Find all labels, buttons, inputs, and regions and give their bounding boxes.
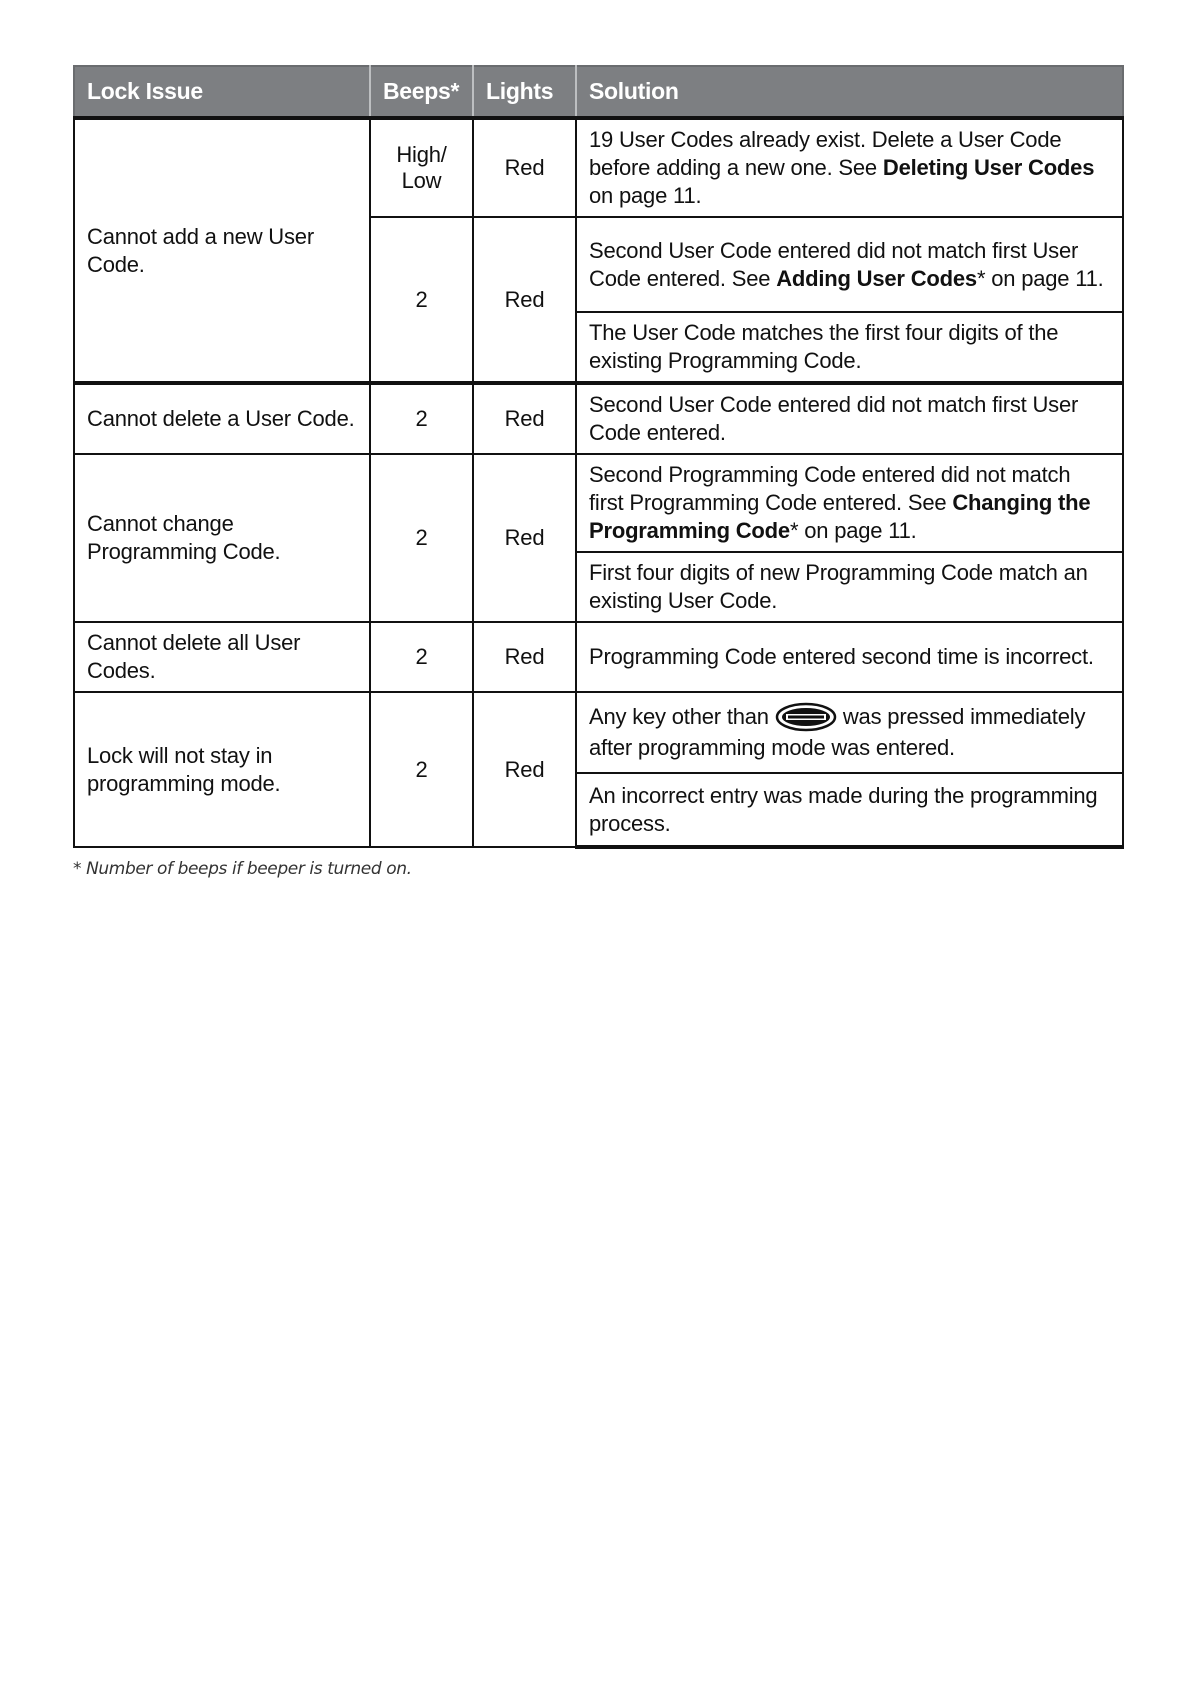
beeps-cell: 2 xyxy=(370,383,473,454)
solution-text: 19 User Codes already exist. Delete a User Code before adding a new one. See xyxy=(589,127,1062,180)
solution-text: Second Programming Code entered did not match first Programming Code entered. See xyxy=(589,462,1071,515)
beeps-cell: 2 xyxy=(370,622,473,692)
beeps-cell: 2 xyxy=(370,454,473,622)
table-header-row xyxy=(74,66,1123,118)
solution-cell xyxy=(576,552,1123,622)
solution-text: on page 11. xyxy=(589,183,702,208)
header-lights: Lights xyxy=(473,66,576,118)
lights-cell: Red xyxy=(473,692,576,847)
issue-cell: Cannot add a new User Code. xyxy=(74,118,370,383)
solution-text: Second User Code entered did not match first User Code entered. xyxy=(589,392,1079,445)
table-row xyxy=(74,622,1123,692)
solution-cell xyxy=(576,692,1123,773)
solution-cell xyxy=(576,118,1123,217)
solution-cell xyxy=(576,217,1123,312)
solution-bold-ref: Deleting User Codes xyxy=(882,155,1095,180)
beeps-cell: High/ Low xyxy=(370,118,473,217)
table-row xyxy=(74,454,1123,552)
footnote: * Number of beeps if beeper is turned on. xyxy=(73,859,412,879)
solution-cell xyxy=(576,454,1123,552)
lights-cell: Red xyxy=(473,217,576,383)
issue-cell: Cannot delete a User Code. xyxy=(74,383,370,454)
beeps-cell: 2 xyxy=(370,692,473,847)
troubleshooting-table xyxy=(73,65,1124,849)
solution-text: was pressed immediately after programming mode was entered. xyxy=(589,704,1086,760)
solution-text: * on page 11. xyxy=(976,265,1104,291)
header-solution: Solution xyxy=(576,66,1123,118)
beeps-cell: 2 xyxy=(370,217,473,383)
solution-text: The User Code matches the first four digits of the existing Programming Code. xyxy=(589,320,1059,373)
solution-cell xyxy=(576,773,1123,847)
solution-cell xyxy=(576,622,1123,692)
issue-cell: Cannot delete all User Codes. xyxy=(74,622,370,692)
table-row xyxy=(74,383,1123,454)
table-row xyxy=(74,692,1123,773)
lights-cell: Red xyxy=(473,622,576,692)
table-row xyxy=(74,118,1123,217)
lights-cell: Red xyxy=(473,383,576,454)
header-beeps: Beeps* xyxy=(370,66,473,118)
solution-text: Any key other than xyxy=(589,704,769,730)
header-lock-issue: Lock Issue xyxy=(74,66,370,118)
solution-text: An incorrect entry was made during the programming process. xyxy=(589,782,1098,836)
lights-cell: Red xyxy=(473,454,576,622)
solution-bold-ref: Changing the Programming Code xyxy=(589,490,1091,543)
solution-text: Programming Code entered second time is incorrect. xyxy=(589,644,1094,669)
solution-text: First four digits of new Programming Code match an existing User Code. xyxy=(589,560,1088,613)
solution-bold-ref: Adding User Codes xyxy=(776,265,977,291)
solution-cell xyxy=(576,383,1123,454)
lights-cell: Red xyxy=(473,118,576,217)
issue-cell: Lock will not stay in programming mode. xyxy=(74,692,370,847)
solution-text: Second User Code entered did not match first User Code entered. See xyxy=(589,237,1079,291)
troubleshooting-page xyxy=(73,65,1122,879)
schlage-key-icon xyxy=(775,702,837,732)
solution-cell xyxy=(576,312,1123,383)
solution-text: * on page 11. xyxy=(789,518,917,543)
issue-cell: Cannot change Programming Code. xyxy=(74,454,370,622)
